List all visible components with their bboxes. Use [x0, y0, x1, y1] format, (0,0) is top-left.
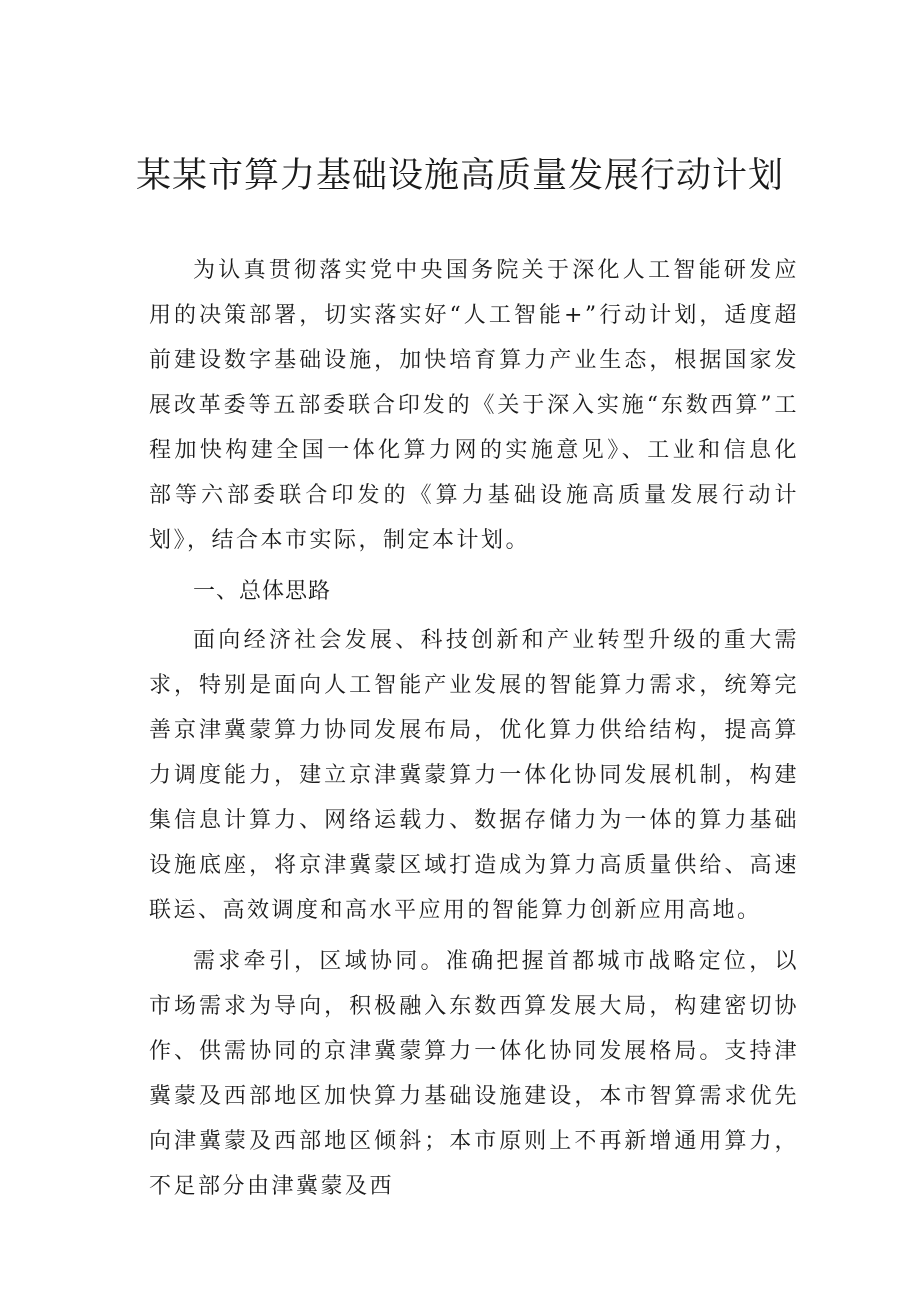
document-title: 某某市算力基础设施高质量发展行动计划: [135, 156, 784, 196]
document-body: [149, 248, 799, 1209]
section-heading: 一、总体思路: [193, 579, 332, 604]
intro-paragraph: 为认真贯彻落实党中央国务院关于深化人工智能研发应用的决策部署，切实落实好“人工智能+”行动计划，适度超前建设数字基础设施，加快培育算力产业生态，根据国家发展改革委等五部委联合印发的《关于深入实施“东数西算”工程加快构建全国一体化算力网的实施意见》、工业和信息化部等六部委联合印发的《算力基础设施高质量发展行动计划》，结合本市实际，制定本计划。: [149, 258, 799, 553]
section-paragraph: 需求牵引，区域协同。准确把握首都城市战略定位，以市场需求为导向，积极融入东数西算发展大局，构建密切协作、供需协同的京津冀蒙算力一体化协同发展格局。支持津冀蒙及西部地区加快算力基础设施建设，本市智算需求优先向津冀蒙及西部地区倾斜；本市原则上不再新增通用算力，不足部分由津冀蒙及西: [149, 949, 799, 1199]
section-paragraph: 面向经济社会发展、科技创新和产业转型升级的重大需求，特别是面向人工智能产业发展的智能算力需求，统筹完善京津冀蒙算力协同发展布局，优化算力供给结构，提高算力调度能力，建立京津冀蒙算力一体化协同发展机制，构建集信息计算力、网络运载力、数据存储力为一体的算力基础设施底座，将京津冀蒙区域打造成为算力高质量供给、高速联运、高效调度和高水平应用的智能算力创新应用高地。: [149, 628, 799, 923]
